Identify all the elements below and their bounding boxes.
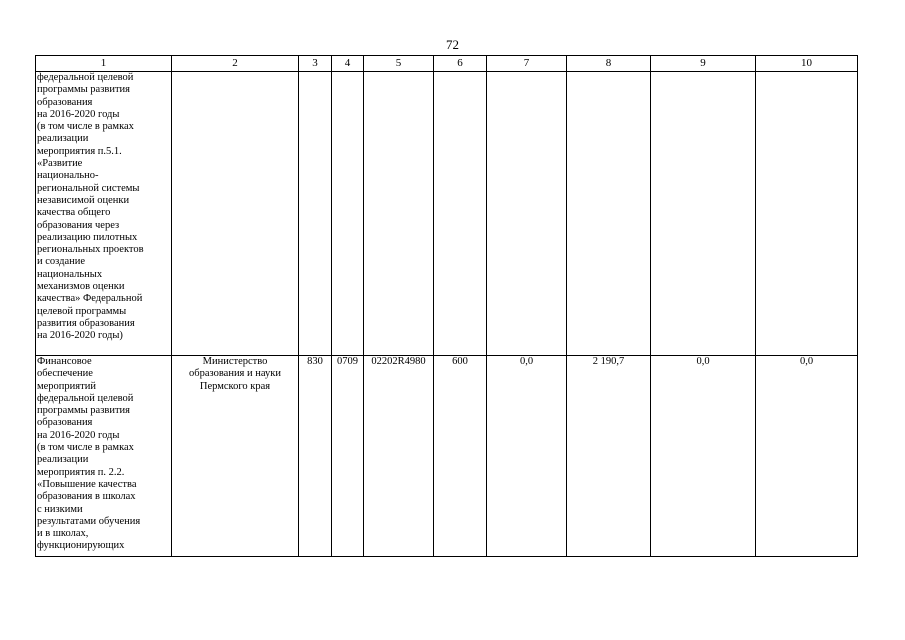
table-cell: [299, 72, 332, 356]
column-header: 1: [36, 56, 172, 72]
column-header: 8: [567, 56, 651, 72]
table-cell: 2 190,7: [567, 356, 651, 557]
column-header: 3: [299, 56, 332, 72]
table-cell: 600: [434, 356, 487, 557]
column-header: 5: [364, 56, 434, 72]
column-header: 10: [756, 56, 858, 72]
table-row: [36, 72, 858, 356]
table-cell: [756, 72, 858, 356]
table-cell: Министерство образования и науки Пермского края: [172, 356, 299, 557]
table-cell: 0,0: [756, 356, 858, 557]
header-row: [36, 56, 858, 72]
table-cell: [651, 72, 756, 356]
column-header: 7: [487, 56, 567, 72]
table-row: [36, 356, 858, 557]
table-cell: федеральной целевой программы развития образования на 2016-2020 годы (в том числе в рамках реализации мероприятия п.5.1. «Развитие национально- региональной системы независимой оценки качества общего образования через реализацию пилотных региональных проектов и создание национальных механизмов оценки качества» Федеральной целевой программы развития образования на 2016-2020 годы): [36, 72, 172, 356]
column-header: 4: [332, 56, 364, 72]
table-cell: 0709: [332, 356, 364, 557]
table-cell: [364, 72, 434, 356]
table-cell: 02202R4980: [364, 356, 434, 557]
cell-text: Финансовое обеспечение мероприятий федеральной целевой программы развития образования на 2016-2020 годы (в том числе в рамках реализации мероприятия п. 2.2. «Повышение качества образования в школах с низкими результатами обучения и в школах, функционирующих: [37, 356, 141, 552]
table-cell: [487, 72, 567, 356]
column-header: 2: [172, 56, 299, 72]
table-cell: [567, 72, 651, 356]
page-number: 72: [446, 37, 459, 52]
table-cell: [434, 72, 487, 356]
column-header: 6: [434, 56, 487, 72]
table-cell: 830: [299, 356, 332, 557]
budget-table: [35, 55, 858, 557]
table-cell: [172, 72, 299, 356]
table-cell: 0,0: [487, 356, 567, 557]
table-cell: [332, 72, 364, 356]
table-cell: 0,0: [651, 356, 756, 557]
column-header: 9: [651, 56, 756, 72]
table-cell: [36, 356, 172, 557]
